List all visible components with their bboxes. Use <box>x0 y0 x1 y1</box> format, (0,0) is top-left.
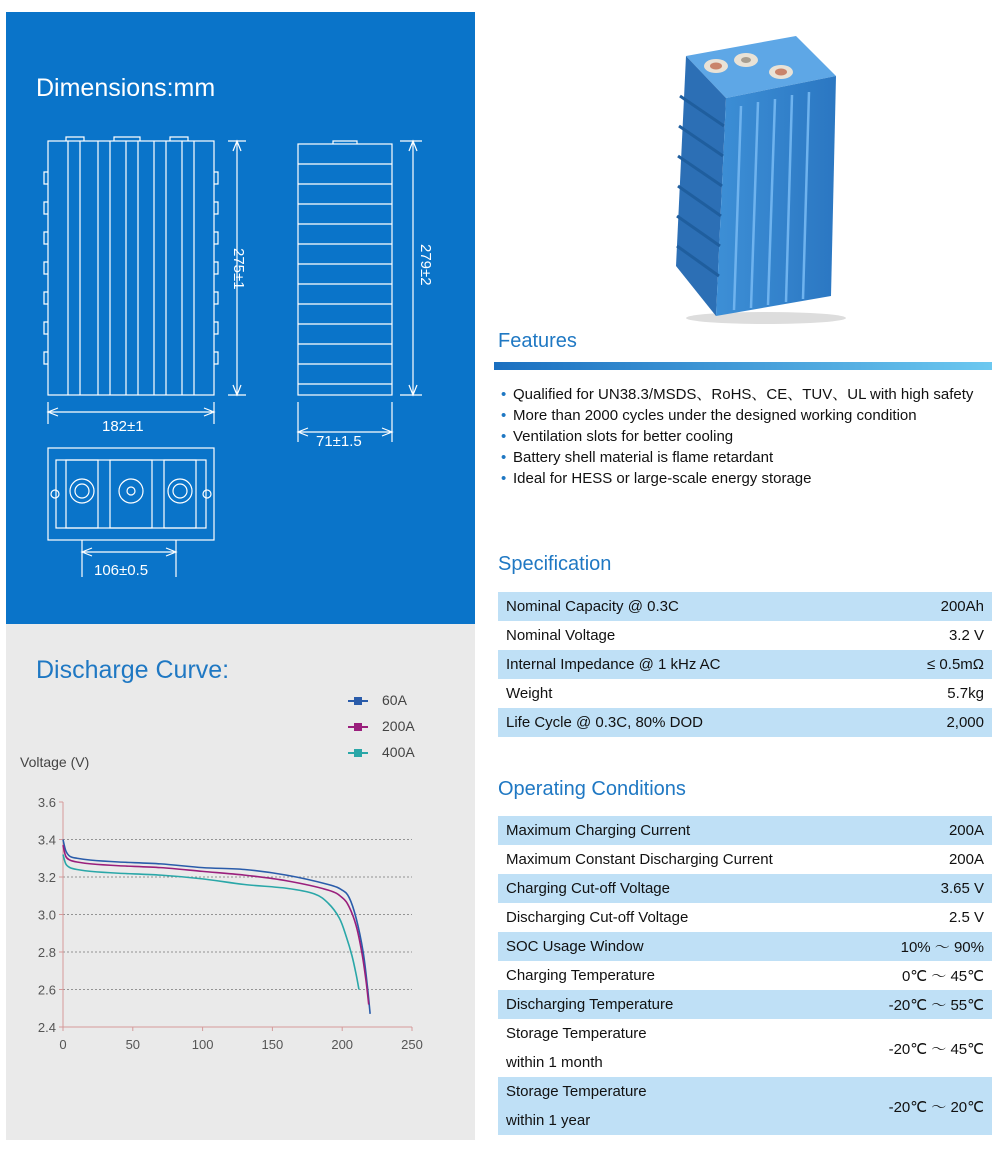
features-divider <box>494 362 992 370</box>
table-row <box>498 932 992 961</box>
spec-label: Internal Impedance @ 1 kHz AC <box>498 650 873 679</box>
op-value: 200A <box>852 816 992 845</box>
op-label: Maximum Charging Current <box>498 816 852 845</box>
feature-item <box>498 405 996 426</box>
width-front-label: 182±1 <box>102 418 144 435</box>
feature-item <box>498 447 996 468</box>
bullet-icon: • <box>501 428 507 445</box>
op-value: 2.5 V <box>948 909 984 926</box>
feature-item <box>498 426 996 447</box>
x-tick-label: 150 <box>261 1037 284 1052</box>
table-row <box>498 679 992 708</box>
op-label-line2: within 1 month <box>506 1054 603 1071</box>
series-line-200a <box>63 845 369 1004</box>
table-row <box>498 1019 992 1077</box>
feature-item <box>498 384 996 405</box>
op-value: 10% ～ 90% <box>852 932 992 961</box>
table-row <box>498 621 992 650</box>
bullet-icon: • <box>501 386 507 403</box>
bullet-icon: • <box>501 470 507 487</box>
bullet-icon: • <box>501 407 507 424</box>
table-row <box>498 592 992 621</box>
table-row <box>498 845 992 874</box>
y-tick-label: 2.4 <box>37 1020 56 1035</box>
spec-value: 5.7kg <box>947 685 984 702</box>
table-row <box>498 650 992 679</box>
legend-label: 200A <box>382 718 415 734</box>
top-view-drawing <box>48 448 214 540</box>
y-axis-label: Voltage (V) <box>20 754 90 770</box>
op-label: Charging Cut-off Voltage <box>498 874 852 903</box>
op-label: Charging Temperature <box>506 967 655 984</box>
feature-text: Ideal for HESS or large-scale energy storage <box>513 470 812 487</box>
op-label-line2: within 1 year <box>506 1112 591 1129</box>
features-list <box>498 384 996 489</box>
dimensions-drawing <box>6 12 475 624</box>
bullet-icon: • <box>501 449 507 466</box>
op-label: Maximum Constant Discharging Current <box>506 851 773 868</box>
y-tick-label: 3.2 <box>37 870 56 885</box>
spec-label: Life Cycle @ 0.3C, 80% DOD <box>498 708 873 737</box>
feature-text: Ventilation slots for better cooling <box>513 428 734 445</box>
chart-ticks <box>38 795 423 1052</box>
discharge-title: Discharge Curve: <box>36 656 230 684</box>
side-view-drawing <box>298 141 392 395</box>
op-value: -20℃ ～ 20℃ <box>852 1077 992 1135</box>
battery-photo <box>646 26 856 326</box>
height-front-label: 275±1 <box>230 248 247 290</box>
x-tick-label: 50 <box>125 1037 141 1052</box>
table-row <box>498 874 992 903</box>
op-value: 200A <box>948 851 984 868</box>
specification-table <box>498 592 992 737</box>
feature-text: Battery shell material is flame retardant <box>513 449 774 466</box>
x-tick-label: 250 <box>401 1037 423 1052</box>
features-title: Features <box>498 330 577 352</box>
spec-value: 200Ah <box>873 592 992 621</box>
op-value: -20℃ ～ 45℃ <box>888 1040 984 1058</box>
table-row <box>498 816 992 845</box>
op-label-line1: Storage Temperature <box>506 1083 647 1100</box>
table-row <box>498 990 992 1019</box>
spec-label: Weight <box>506 685 553 702</box>
op-label: SOC Usage Window <box>498 932 852 961</box>
op-label <box>498 1019 852 1077</box>
feature-text: More than 2000 cycles under the designed working condition <box>513 407 917 424</box>
op-value: -20℃ ～ 55℃ <box>852 990 992 1019</box>
legend-label: 60A <box>382 692 407 708</box>
spec-label: Nominal Voltage <box>506 627 616 644</box>
y-tick-label: 3.6 <box>37 795 56 810</box>
series-line-400a <box>63 855 359 990</box>
feature-item <box>498 468 996 489</box>
x-tick-label: 0 <box>59 1037 67 1052</box>
spec-label: Nominal Capacity @ 0.3C <box>498 592 873 621</box>
specification-title: Specification <box>498 553 612 575</box>
terminal-spacing-label: 106±0.5 <box>94 562 149 579</box>
y-tick-label: 3.0 <box>37 907 56 923</box>
op-value: 3.65 V <box>852 874 992 903</box>
spec-value: 2,000 <box>873 708 992 737</box>
spec-value: 3.2 V <box>948 627 984 644</box>
discharge-panel <box>6 624 475 1140</box>
y-tick-label: 2.8 <box>37 945 56 960</box>
table-row <box>498 1077 992 1135</box>
operating-title: Operating Conditions <box>498 778 686 800</box>
x-tick-label: 200 <box>331 1037 354 1052</box>
table-row <box>498 961 992 990</box>
legend-label: 400A <box>382 744 415 760</box>
y-tick-label: 2.6 <box>37 982 56 998</box>
chart-lines <box>63 840 370 1014</box>
dimensions-title: Dimensions:mm <box>36 74 216 102</box>
table-row <box>498 708 992 737</box>
thickness-label: 71±1.5 <box>316 433 362 450</box>
x-tick-label: 100 <box>191 1037 214 1052</box>
op-label <box>498 1077 852 1135</box>
dimensions-panel <box>6 12 475 624</box>
op-label-line1: Storage Temperature <box>506 1025 647 1042</box>
operating-table <box>498 816 992 1135</box>
op-value: 0℃ ～ 45℃ <box>901 968 984 985</box>
spec-value: ≤ 0.5mΩ <box>873 650 992 679</box>
table-row <box>498 903 992 932</box>
op-label: Discharging Cut-off Voltage <box>506 909 689 926</box>
feature-text: Qualified for UN38.3/MSDS、RoHS、CE、TUV、UL with high safety <box>513 386 974 403</box>
discharge-chart <box>6 624 475 1140</box>
height-side-label: 279±2 <box>417 244 434 286</box>
y-tick-label: 3.4 <box>37 832 56 848</box>
front-view-drawing <box>44 137 218 395</box>
op-label: Discharging Temperature <box>498 990 852 1019</box>
